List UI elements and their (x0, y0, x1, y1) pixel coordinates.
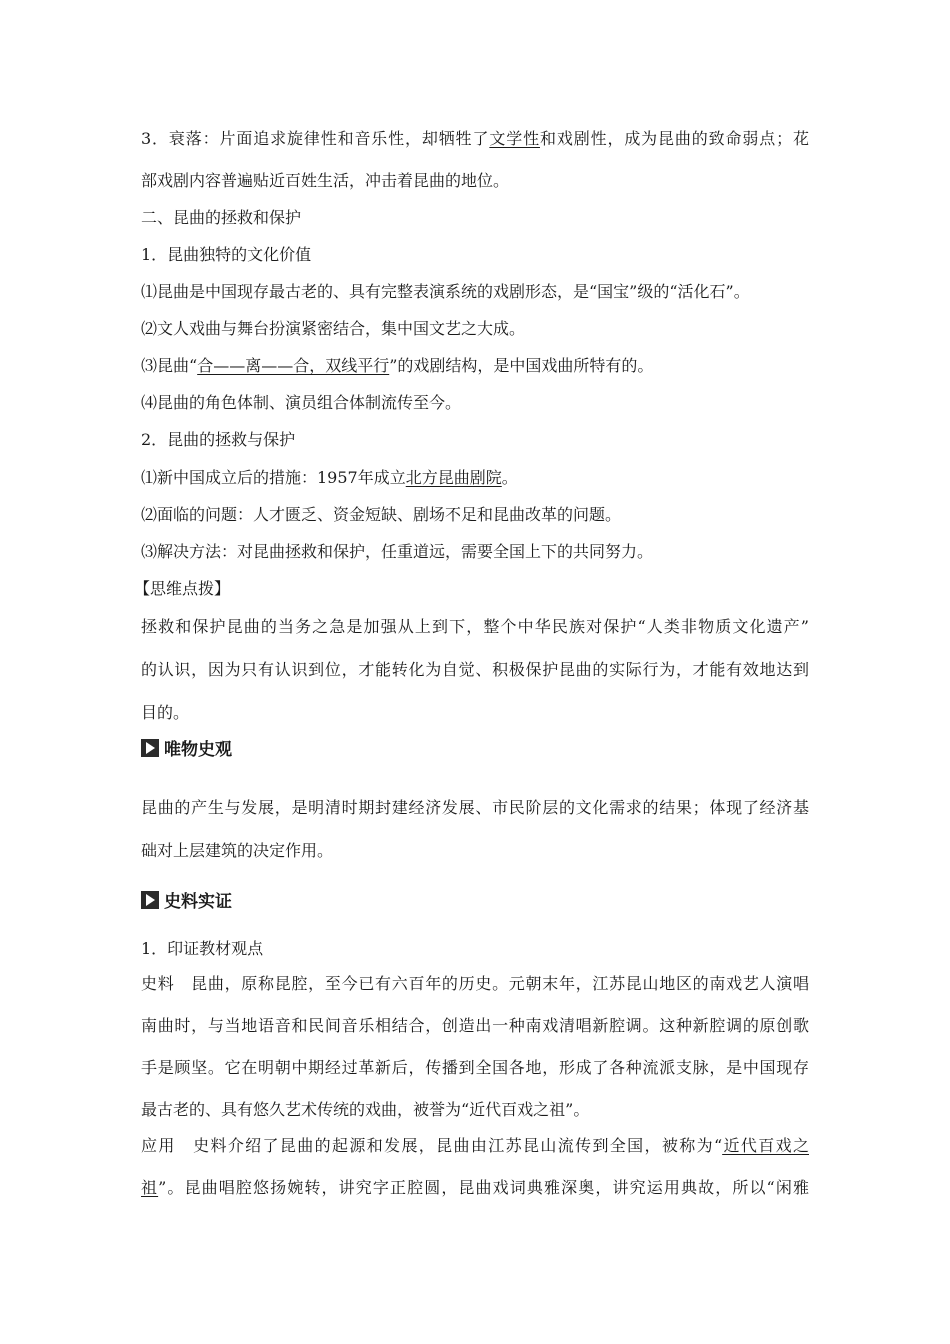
evidence-header-label: 史料实证 (164, 892, 232, 912)
underlined-term: 北方昆曲剧院 (405, 468, 502, 487)
materialism-line-1: 昆曲的产生与发展，是明清时期封建经济发展、市民阶层的文化需求的结果；体现了经济基 (141, 798, 809, 817)
list-item: ⑵面临的问题：人才匮乏、资金短缺、剧场不足和昆曲改革的问题。 (141, 505, 622, 524)
evidence-subheading: 1．印证教材观点 (141, 939, 264, 958)
materialism-header (141, 735, 232, 760)
underlined-term: 近代百戏之 (722, 1136, 809, 1155)
underlined-term: 祖 (141, 1178, 159, 1197)
list-item: ⑶解决方法：对昆曲拯救和保护，任重道远，需要全国上下的共同努力。 (141, 542, 654, 561)
thinking-line-3: 目的。 (141, 703, 190, 722)
material-line-1: 史料 昆曲，原称昆腔，至今已有六百年的历史。元朝末年，江苏昆山地区的南戏艺人演唱 (141, 974, 809, 993)
play-triangle-icon (141, 739, 159, 757)
materialism-line-2: 础对上层建筑的决定作用。 (141, 841, 334, 860)
materialism-header-label: 唯物史观 (164, 740, 232, 760)
material-line-4: 最古老的、具有悠久艺术传统的戏曲，被誉为“近代百戏之祖”。 (141, 1100, 590, 1119)
list-item: ⑴新中国成立后的措施：1957年成立北方昆曲剧院。 (141, 468, 518, 487)
evidence-header (141, 887, 232, 912)
material-line-2: 南曲时，与当地语音和民间音乐相结合，创造出一种南戏清唱新腔调。这种新腔调的原创歌 (141, 1016, 809, 1035)
underlined-term: 合——离——合，双线平行 (197, 356, 390, 375)
subsection-heading: 1．昆曲独特的文化价值 (141, 245, 312, 264)
list-item: ⑷昆曲的角色体制、演员组合体制流传至今。 (141, 393, 462, 412)
thinking-line-1: 拯救和保护昆曲的当务之急是加强从上到下，整个中华民族对保护“人类非物质文化遗产” (141, 617, 809, 636)
list-item: ⑴昆曲是中国现存最古老的、具有完整表演系统的戏剧形态，是“国宝”级的“活化石”。 (141, 282, 750, 301)
decline-line-1: 3．衰落：片面追求旋律性和音乐性，却牺牲了文学性和戏剧性，成为昆曲的致命弱点；花 (141, 129, 809, 148)
application-line-1: 应用 史料介绍了昆曲的起源和发展，昆曲由江苏昆山流传到全国，被称为“近代百戏之 (141, 1136, 809, 1155)
list-item: ⑵文人戏曲与舞台扮演紧密结合，集中国文艺之大成。 (141, 319, 526, 338)
material-line-3: 手是顾坚。它在明朝中期经过革新后，传播到全国各地，形成了各种流派支脉，是中国现存 (141, 1058, 809, 1077)
subsection-heading: 2．昆曲的拯救与保护 (141, 430, 296, 449)
play-triangle-icon (141, 891, 159, 909)
list-item: ⑶昆曲“合——离——合，双线平行”的戏剧结构，是中国戏曲所特有的。 (141, 356, 654, 375)
underlined-term: 文学性 (489, 129, 540, 148)
decline-line-2: 部戏剧内容普遍贴近百姓生活，冲击着昆曲的地位。 (141, 171, 510, 190)
thinking-line-2: 的认识，因为只有认识到位，才能转化为自觉、积极保护昆曲的实际行为，才能有效地达到 (141, 660, 809, 679)
thinking-label: 【思维点拨】 (134, 579, 231, 598)
section-heading: 二、昆曲的拯救和保护 (141, 208, 302, 227)
application-line-2: 祖”。昆曲唱腔悠扬婉转，讲究字正腔圆，昆曲戏词典雅深奥，讲究运用典故，所以“闲雅 (141, 1178, 809, 1197)
